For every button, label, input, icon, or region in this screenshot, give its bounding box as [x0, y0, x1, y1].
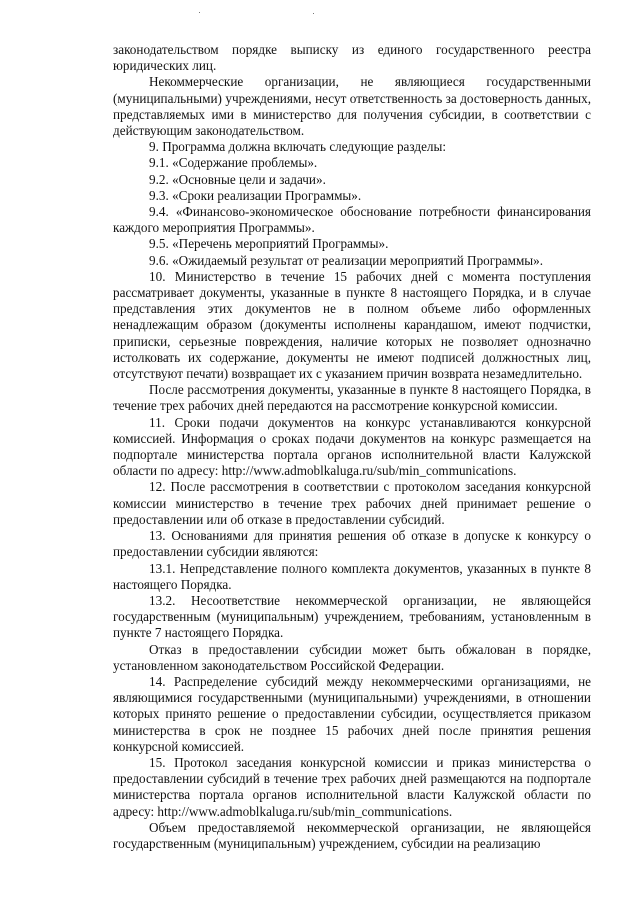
paragraph: 14. Распределение субсидий между некоммерческими организациями, не являющимися государственными (муниципальными) учреждениями, в отношении которых принято решение о предоставлении субсидии, осуществляется приказом министерства в срок не позднее 15 рабочих дней после принятия решения конкурсной комиссией. — [113, 673, 591, 754]
paragraph: Объем предоставляемой некоммерческой организации, не являющейся государственным (муниципальным) учреждением, субсидии на реализацию — [113, 819, 591, 851]
list-item: 9.1. «Содержание проблемы». — [149, 155, 318, 171]
paragraph: Отказ в предоставлении субсидии может быть обжалован в порядке, установленном законодательством Российской Федерации. — [113, 641, 591, 673]
paragraph: законодательством порядке выписку из единого государственного реестра юридических лиц. — [113, 42, 591, 74]
scan-speck — [199, 12, 200, 13]
list-item: 13.1. Непредставление полного комплекта документов, указанных в пункте 8 настоящего Порядка. — [113, 560, 591, 592]
paragraph: 10. Министерство в течение 15 рабочих дней с момента поступления рассматривает документы, указанные в пункте 8 настоящего Порядка, и в случае представления этих документов не в полном объеме либо оформленных ненадлежащим образом (документы исполнены карандашом, имеют подчистки, приписки, серьезные повреждения, наличие которых не позволяет однозначно истолковать их содержание, документы не имеют подписей должностных лиц, отсутствуют печати) возвращает их с указанием причин возврата незамедлительно. — [113, 268, 591, 382]
list-item: 9.6. «Ожидаемый результат от реализации мероприятий Программы». — [149, 252, 544, 268]
list-item: 9.3. «Сроки реализации Программы». — [149, 187, 362, 203]
list-item: 9.5. «Перечень мероприятий Программы». — [149, 236, 389, 252]
paragraph: 15. Протокол заседания конкурсной комиссии и приказ министерства о предоставлении субсидий в течение трех рабочих дней размещаются на подпортале министерства портала органов исполнительной власти Калужской области по адресу: http://www.admoblkaluga.ru/sub/min_communications. — [113, 754, 591, 819]
list-item: 13.2. Несоответствие некоммерческой организации, не являющейся государственным (муниципальным) учреждением, требованиям, установленным в пункте 7 настоящего Порядка. — [113, 592, 591, 641]
paragraph: После рассмотрения документы, указанные в пункте 8 настоящего Порядка, в течение трех рабочих дней передаются на рассмотрение конкурсной комиссии. — [113, 382, 591, 414]
document-body — [113, 42, 591, 852]
paragraph: Некоммерческие организации, не являющиеся государственными (муниципальными) учреждениями, несут ответственность за достоверность данных, представляемых ими в министерство для получения субсидии, в соответствии с действующим законодательством. — [113, 74, 591, 139]
list-item: 9.2. «Основные цели и задачи». — [149, 171, 326, 187]
scan-speck — [313, 13, 314, 14]
paragraph: 11. Сроки подачи документов на конкурс устанавливаются конкурсной комиссией. Информация о сроках подачи документов на конкурс размещается на подпортале министерства портала органов исполнительной власти Калужской области по адресу: http://www.admoblkaluga.ru/sub/min_communications. — [113, 414, 591, 479]
paragraph: 9. Программа должна включать следующие разделы: — [149, 139, 447, 155]
list-item: 9.4. «Финансово-экономическое обоснование потребности финансирования каждого мероприятия Программы». — [113, 204, 591, 236]
paragraph: 13. Основаниями для принятия решения об отказе в допуске к конкурсу о предоставлении субсидии являются: — [113, 528, 591, 560]
paragraph: 12. После рассмотрения в соответствии с протоколом заседания конкурсной комиссии министерство в течение трех рабочих дней принимает решение о предоставлении или об отказе в предоставлении субсидий. — [113, 479, 591, 527]
